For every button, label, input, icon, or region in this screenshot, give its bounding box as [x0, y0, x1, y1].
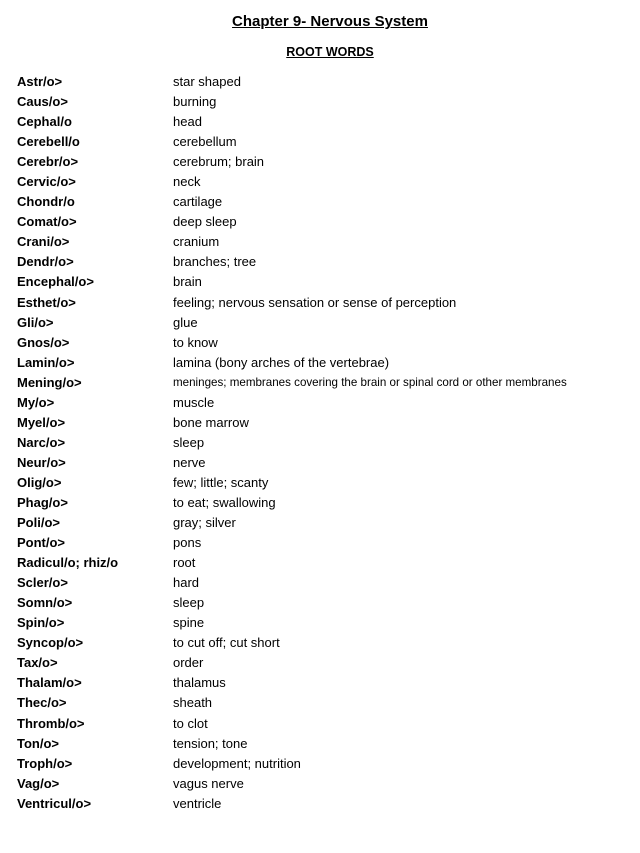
list-item	[17, 553, 632, 573]
root-word: Encephal/o>	[17, 274, 94, 290]
list-item	[17, 774, 632, 794]
list-item	[17, 132, 632, 152]
root-word: Thromb/o>	[17, 715, 85, 731]
list-item	[17, 794, 632, 814]
root-word: Cerebr/o>	[17, 154, 79, 170]
root-meaning: thalamus	[173, 675, 226, 691]
list-item	[17, 232, 632, 252]
page-title: Chapter 9- Nervous System	[232, 13, 428, 30]
list-item	[17, 673, 632, 693]
list-item	[17, 433, 632, 453]
root-word: Cephal/o	[17, 114, 72, 130]
root-meaning: vagus nerve	[173, 775, 244, 791]
list-item	[17, 72, 632, 92]
root-word: Scler/o>	[17, 575, 68, 591]
root-word: Caus/o>	[17, 94, 68, 110]
root-word: Myel/o>	[17, 414, 66, 430]
root-meaning: order	[173, 655, 204, 671]
root-word: Syncop/o>	[17, 635, 84, 651]
list-item	[17, 333, 632, 353]
root-meaning: pons	[173, 535, 202, 551]
root-word: Comat/o>	[17, 214, 77, 230]
root-word: Somn/o>	[17, 595, 73, 611]
list-item	[17, 373, 632, 393]
root-meaning: spine	[173, 615, 205, 631]
root-meaning: cerebrum; brain	[173, 154, 265, 170]
root-meaning: sleep	[173, 434, 205, 450]
root-meaning: feeling; nervous sensation or sense of perception	[173, 294, 457, 310]
list-item	[17, 653, 632, 673]
list-item	[17, 633, 632, 653]
root-meaning: glue	[173, 314, 198, 330]
root-meaning: neck	[173, 174, 201, 190]
list-item	[17, 192, 632, 212]
list-item	[17, 172, 632, 192]
list-item	[17, 393, 632, 413]
root-word: Thalam/o>	[17, 675, 82, 691]
root-word: Gnos/o>	[17, 334, 70, 350]
list-item	[17, 413, 632, 433]
list-item	[17, 252, 632, 272]
list-item	[17, 693, 632, 713]
root-meaning: to know	[173, 334, 218, 350]
list-item	[17, 453, 632, 473]
list-item	[17, 313, 632, 333]
root-word: Ventricul/o>	[17, 795, 92, 811]
list-item	[17, 513, 632, 533]
root-word: Vag/o>	[17, 775, 60, 791]
root-meaning: to clot	[173, 715, 208, 731]
root-word: Lamin/o>	[17, 354, 75, 370]
root-meaning: bone marrow	[173, 414, 249, 430]
root-word: Radicul/o; rhiz/o	[17, 555, 119, 571]
root-word: Tax/o>	[17, 655, 58, 671]
root-word: Gli/o>	[17, 314, 54, 330]
root-meaning: development; nutrition	[173, 755, 301, 771]
list-item	[17, 754, 632, 774]
root-meaning: to eat; swallowing	[173, 494, 276, 510]
list-item	[17, 533, 632, 553]
root-meaning: root	[173, 555, 196, 571]
list-item	[17, 493, 632, 513]
list-item	[17, 272, 632, 292]
root-meaning: cartilage	[173, 194, 223, 210]
root-word: Olig/o>	[17, 474, 62, 490]
root-meaning: head	[173, 114, 202, 130]
root-meaning: cranium	[173, 234, 220, 250]
root-meaning: nerve	[173, 454, 206, 470]
list-item	[17, 293, 632, 313]
root-meaning: tension; tone	[173, 735, 248, 751]
root-meaning: burning	[173, 94, 217, 110]
root-meaning: branches; tree	[173, 254, 257, 270]
root-word: Pont/o>	[17, 535, 66, 551]
root-word-list	[17, 72, 632, 814]
list-item	[17, 714, 632, 734]
root-word: Mening/o>	[17, 374, 82, 390]
root-word: Thec/o>	[17, 695, 67, 711]
list-item	[17, 573, 632, 593]
root-word: Esthet/o>	[17, 294, 76, 310]
root-meaning: to cut off; cut short	[173, 635, 280, 651]
root-word: Spin/o>	[17, 615, 65, 631]
root-meaning: brain	[173, 274, 202, 290]
root-word: Dendr/o>	[17, 254, 74, 270]
root-meaning: hard	[173, 575, 200, 591]
list-item	[17, 152, 632, 172]
root-word: Cervic/o>	[17, 174, 76, 190]
root-word: Ton/o>	[17, 735, 60, 751]
list-item	[17, 212, 632, 232]
root-word: Narc/o>	[17, 434, 66, 450]
list-item	[17, 593, 632, 613]
root-word: Troph/o>	[17, 755, 73, 771]
list-item	[17, 473, 632, 493]
root-word: Phag/o>	[17, 494, 68, 510]
root-meaning: sleep	[173, 595, 205, 611]
root-meaning: deep sleep	[173, 214, 237, 230]
root-meaning: few; little; scanty	[173, 474, 269, 490]
root-meaning: lamina (bony arches of the vertebrae)	[173, 354, 390, 370]
root-word: Astr/o>	[17, 74, 63, 89]
section-heading: ROOT WORDS	[286, 45, 374, 59]
list-item	[17, 92, 632, 112]
root-meaning: meninges; membranes covering the brain or spinal cord or other membranes	[173, 375, 567, 389]
root-meaning: muscle	[173, 394, 215, 410]
list-item	[17, 613, 632, 633]
root-word: Cerebell/o	[17, 134, 80, 150]
root-word: Crani/o>	[17, 234, 70, 250]
root-word: Neur/o>	[17, 454, 66, 470]
root-word: Chondr/o	[17, 194, 75, 210]
root-meaning: star shaped	[173, 74, 241, 89]
list-item	[17, 112, 632, 132]
root-meaning: gray; silver	[173, 515, 236, 531]
root-meaning: cerebellum	[173, 134, 237, 150]
list-item	[17, 734, 632, 754]
root-meaning: sheath	[173, 695, 213, 711]
root-word: Poli/o>	[17, 515, 60, 531]
root-meaning: ventricle	[173, 795, 222, 811]
list-item	[17, 353, 632, 373]
root-word: My/o>	[17, 394, 55, 410]
